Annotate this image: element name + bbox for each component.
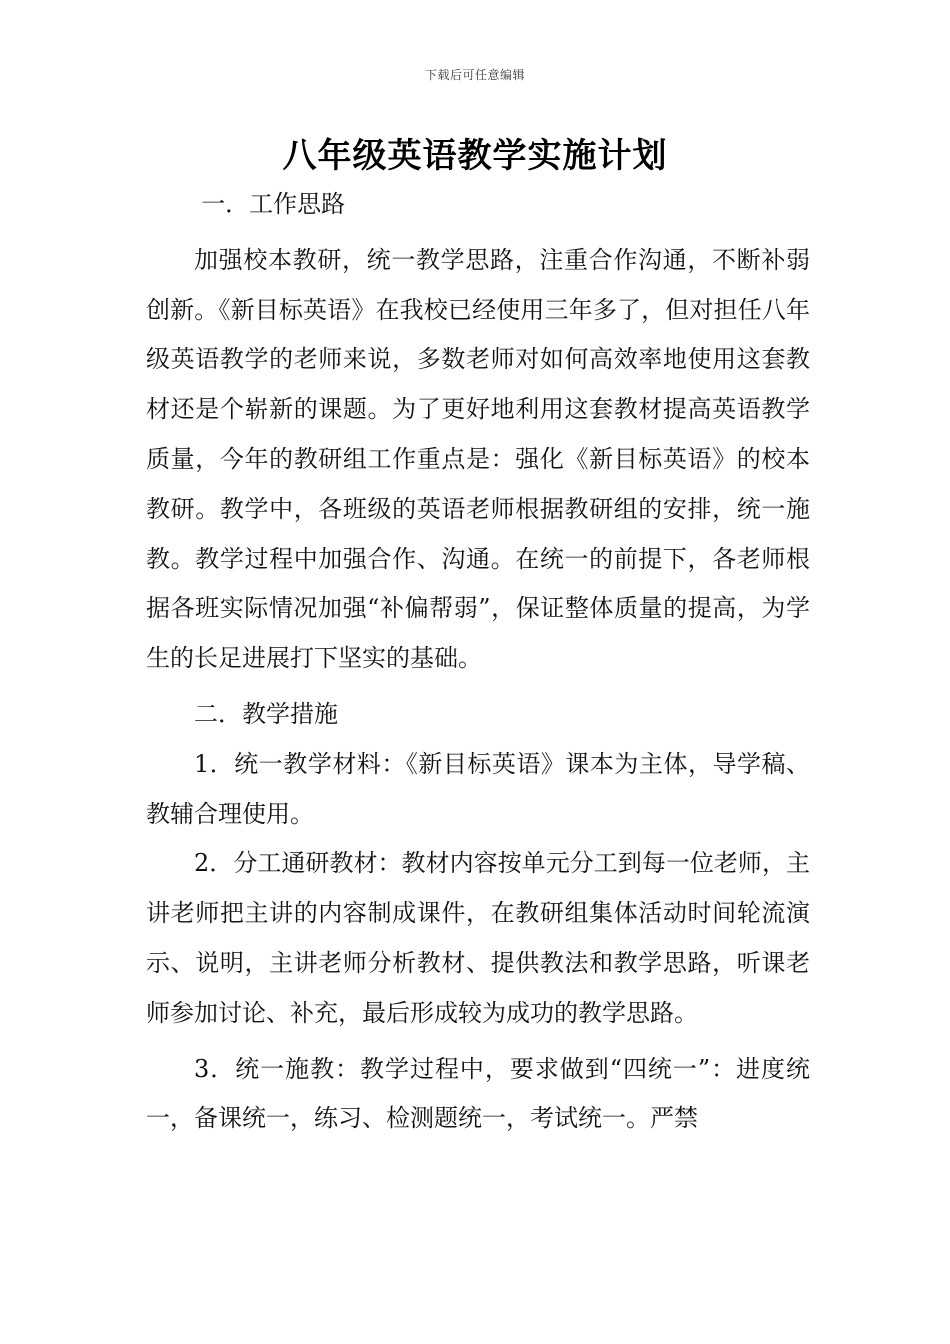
document-title: 八年级英语教学实施计划 — [282, 136, 668, 176]
measure-item-2: 2．分工通研教材：教材内容按单元分工到每一位老师，主讲老师把主讲的内容制成课件，在教研组集体活动时间轮流演示、说明，主讲老师分析教材、提供教法和教学思路，听课老师参加讨论、补充，最后形成较为成功的教学思路。 — [146, 849, 810, 1027]
measure-item-1: 1．统一教学材料：《新目标英语》课本为主体，导学稿、教辅合理使用。 — [146, 749, 810, 828]
section-heading-work-approach: 一．工作思路 — [201, 190, 346, 218]
paragraph-work-approach: 加强校本教研，统一教学思路，注重合作沟通，不断补弱创新。《新目标英语》在我校已经使用三年多了，但对担任八年级英语教学的老师来说，多数老师对如何高效率地使用这套教材还是个崭新的课题。为了更好地利用这套教材提高英语教学质量，今年的教研组工作重点是：强化《新目标英语》的校本教研。教学中，各班级的英语老师根据教研组的安排，统一施教。教学过程中加强合作、沟通。在统一的前提下，各老师根据各班实际情况加强“补偏帮弱”，保证整体质量的提高，为学生的长足进展打下坚实的基础。 — [146, 245, 810, 673]
header-note: 下载后可任意编辑 — [424, 68, 525, 82]
measure-item-3: 3．统一施教：教学过程中，要求做到“四统一”：进度统一，备课统一，练习、检测题统一，考试统一。严禁 — [146, 1054, 810, 1133]
section-heading-teaching-measures: 二．教学措施 — [194, 699, 338, 728]
document-body — [146, 180, 810, 1144]
